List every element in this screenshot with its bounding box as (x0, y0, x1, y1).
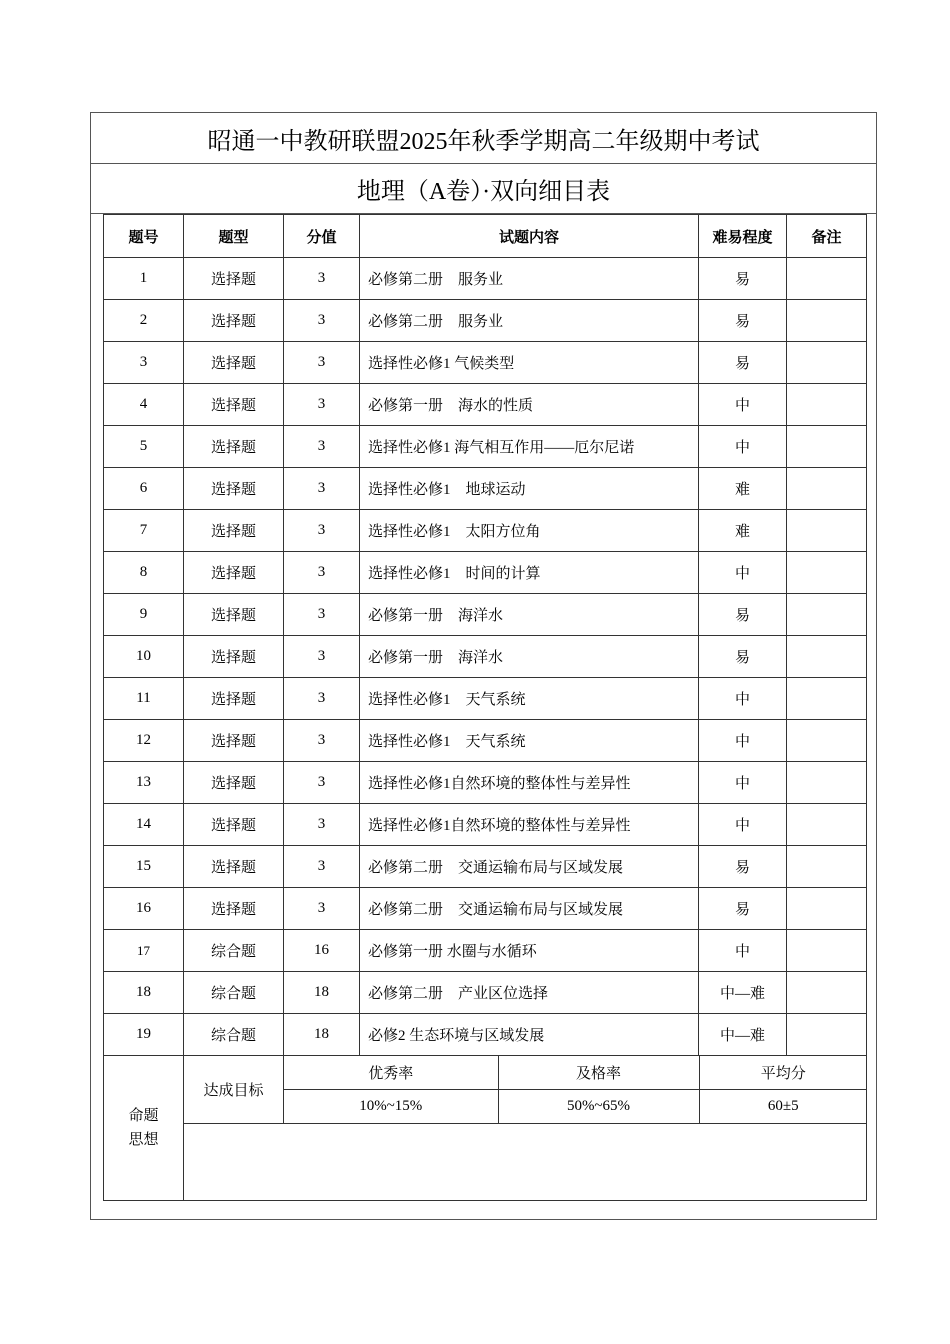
cell-content: 必修第二册 服务业 (360, 300, 699, 342)
metric-value-pass: 50%~65% (498, 1090, 699, 1124)
cell-content: 选择性必修1 地球运动 (360, 468, 699, 510)
cell-difficulty: 中 (699, 678, 787, 720)
table-row (104, 636, 867, 678)
cell-note (787, 468, 867, 510)
table-body (104, 258, 867, 1056)
cell-score: 3 (284, 804, 360, 846)
cell-type: 选择题 (184, 426, 284, 468)
cell-note (787, 720, 867, 762)
cell-note (787, 972, 867, 1014)
cell-number: 7 (104, 510, 184, 552)
col-header-content: 试题内容 (360, 215, 699, 258)
target-label-cell (184, 1056, 284, 1124)
cell-content: 选择性必修1自然环境的整体性与差异性 (360, 762, 699, 804)
cell-number: 9 (104, 594, 184, 636)
table-header-row (104, 215, 867, 258)
cell-number: 2 (104, 300, 184, 342)
cell-type: 选择题 (184, 468, 284, 510)
cell-score: 3 (284, 468, 360, 510)
cell-difficulty: 易 (699, 258, 787, 300)
metrics-table (284, 1056, 867, 1123)
cell-note (787, 888, 867, 930)
cell-note (787, 1014, 867, 1056)
table-row (104, 888, 867, 930)
cell-score: 3 (284, 720, 360, 762)
cell-score: 3 (284, 300, 360, 342)
cell-score: 3 (284, 636, 360, 678)
metrics-cell (284, 1056, 867, 1124)
cell-note (787, 552, 867, 594)
table-row (104, 930, 867, 972)
cell-note (787, 678, 867, 720)
cell-type: 选择题 (184, 258, 284, 300)
cell-content: 选择性必修1自然环境的整体性与差异性 (360, 804, 699, 846)
cell-score: 3 (284, 258, 360, 300)
cell-score: 18 (284, 972, 360, 1014)
cell-difficulty: 难 (699, 510, 787, 552)
cell-score: 3 (284, 510, 360, 552)
table-row (104, 594, 867, 636)
target-label: 达成目标 (203, 1083, 264, 1099)
cell-note (787, 258, 867, 300)
cell-content: 选择性必修1 太阳方位角 (360, 510, 699, 552)
cell-type: 选择题 (184, 636, 284, 678)
cell-content: 必修第一册 海洋水 (360, 636, 699, 678)
metric-value-excellent: 10%~15% (284, 1090, 498, 1124)
thought-content-cell (184, 1124, 867, 1201)
table-row (104, 552, 867, 594)
cell-note (787, 384, 867, 426)
cell-content: 必修2 生态环境与区域发展 (360, 1014, 699, 1056)
cell-score: 3 (284, 888, 360, 930)
cell-score: 3 (284, 552, 360, 594)
table-row (104, 384, 867, 426)
cell-difficulty: 易 (699, 342, 787, 384)
table-row (104, 678, 867, 720)
col-header-score: 分值 (284, 215, 360, 258)
cell-difficulty: 中 (699, 552, 787, 594)
col-header-note: 备注 (787, 215, 867, 258)
table-row (104, 510, 867, 552)
cell-content: 必修第一册 海水的性质 (360, 384, 699, 426)
table-row (104, 762, 867, 804)
cell-score: 3 (284, 594, 360, 636)
cell-content: 必修第二册 服务业 (360, 258, 699, 300)
cell-difficulty: 中—难 (699, 1014, 787, 1056)
cell-type: 综合题 (184, 930, 284, 972)
cell-difficulty: 中 (699, 930, 787, 972)
cell-difficulty: 中—难 (699, 972, 787, 1014)
spec-table (103, 214, 867, 1201)
cell-content: 选择性必修1 天气系统 (360, 720, 699, 762)
cell-number: 14 (104, 804, 184, 846)
cell-note (787, 594, 867, 636)
cell-number: 17 (104, 930, 184, 972)
cell-difficulty: 难 (699, 468, 787, 510)
cell-note (787, 510, 867, 552)
cell-note (787, 930, 867, 972)
cell-difficulty: 中 (699, 384, 787, 426)
cell-difficulty: 易 (699, 636, 787, 678)
table-row (104, 804, 867, 846)
cell-type: 选择题 (184, 846, 284, 888)
cell-content: 选择性必修1 气候类型 (360, 342, 699, 384)
cell-difficulty: 易 (699, 300, 787, 342)
cell-difficulty: 中 (699, 720, 787, 762)
cell-note (787, 426, 867, 468)
cell-difficulty: 易 (699, 846, 787, 888)
table-row (104, 972, 867, 1014)
cell-difficulty: 易 (699, 888, 787, 930)
table-row (104, 1014, 867, 1056)
cell-type: 选择题 (184, 678, 284, 720)
cell-number: 5 (104, 426, 184, 468)
col-header-number: 题号 (104, 215, 184, 258)
cell-score: 3 (284, 846, 360, 888)
cell-type: 选择题 (184, 594, 284, 636)
cell-note (787, 300, 867, 342)
table-row (104, 300, 867, 342)
cell-number: 16 (104, 888, 184, 930)
cell-number: 18 (104, 972, 184, 1014)
cell-difficulty: 中 (699, 762, 787, 804)
cell-score: 3 (284, 678, 360, 720)
cell-type: 综合题 (184, 972, 284, 1014)
cell-number: 8 (104, 552, 184, 594)
section-label-text: 命题 思想 (128, 1108, 159, 1148)
cell-number: 10 (104, 636, 184, 678)
cell-note (787, 636, 867, 678)
cell-number: 12 (104, 720, 184, 762)
cell-note (787, 846, 867, 888)
metric-label-average: 平均分 (699, 1056, 867, 1090)
cell-score: 3 (284, 384, 360, 426)
metric-label-pass: 及格率 (498, 1056, 699, 1090)
cell-number: 4 (104, 384, 184, 426)
col-header-difficulty: 难易程度 (699, 215, 787, 258)
cell-number: 19 (104, 1014, 184, 1056)
table-row (104, 426, 867, 468)
metric-label-excellent: 优秀率 (284, 1056, 498, 1090)
cell-type: 选择题 (184, 720, 284, 762)
cell-type: 选择题 (184, 804, 284, 846)
cell-note (787, 342, 867, 384)
cell-score: 18 (284, 1014, 360, 1056)
cell-content: 选择性必修1 天气系统 (360, 678, 699, 720)
cell-content: 选择性必修1 时间的计算 (360, 552, 699, 594)
cell-type: 选择题 (184, 342, 284, 384)
document-title: 昭通一中教研联盟2025年秋季学期高二年级期中考试 (91, 113, 876, 164)
footer-section-label (104, 1056, 184, 1201)
cell-type: 选择题 (184, 888, 284, 930)
cell-type: 选择题 (184, 762, 284, 804)
cell-content: 必修第二册 交通运输布局与区域发展 (360, 888, 699, 930)
cell-note (787, 804, 867, 846)
cell-type: 选择题 (184, 384, 284, 426)
footer-section (104, 1056, 867, 1201)
table-row (104, 342, 867, 384)
cell-score: 3 (284, 426, 360, 468)
cell-number: 6 (104, 468, 184, 510)
table-row (104, 846, 867, 888)
cell-type: 综合题 (184, 1014, 284, 1056)
cell-score: 16 (284, 930, 360, 972)
metric-value-average: 60±5 (699, 1090, 867, 1124)
cell-content: 必修第二册 产业区位选择 (360, 972, 699, 1014)
cell-score: 3 (284, 762, 360, 804)
cell-difficulty: 易 (699, 594, 787, 636)
cell-difficulty: 中 (699, 804, 787, 846)
cell-note (787, 762, 867, 804)
cell-number: 3 (104, 342, 184, 384)
cell-number: 1 (104, 258, 184, 300)
cell-type: 选择题 (184, 552, 284, 594)
cell-number: 13 (104, 762, 184, 804)
cell-score: 3 (284, 342, 360, 384)
cell-content: 必修第一册 海洋水 (360, 594, 699, 636)
table-row (104, 468, 867, 510)
col-header-type: 题型 (184, 215, 284, 258)
cell-content: 必修第一册 水圈与水循环 (360, 930, 699, 972)
cell-number: 11 (104, 678, 184, 720)
cell-type: 选择题 (184, 300, 284, 342)
cell-number: 15 (104, 846, 184, 888)
document-subtitle: 地理（A卷）·双向细目表 (91, 163, 876, 214)
table-row (104, 258, 867, 300)
cell-content: 必修第二册 交通运输布局与区域发展 (360, 846, 699, 888)
cell-content: 选择性必修1 海气相互作用——厄尔尼诺 (360, 426, 699, 468)
cell-difficulty: 中 (699, 426, 787, 468)
cell-type: 选择题 (184, 510, 284, 552)
table-row (104, 720, 867, 762)
document-frame (90, 112, 877, 1220)
